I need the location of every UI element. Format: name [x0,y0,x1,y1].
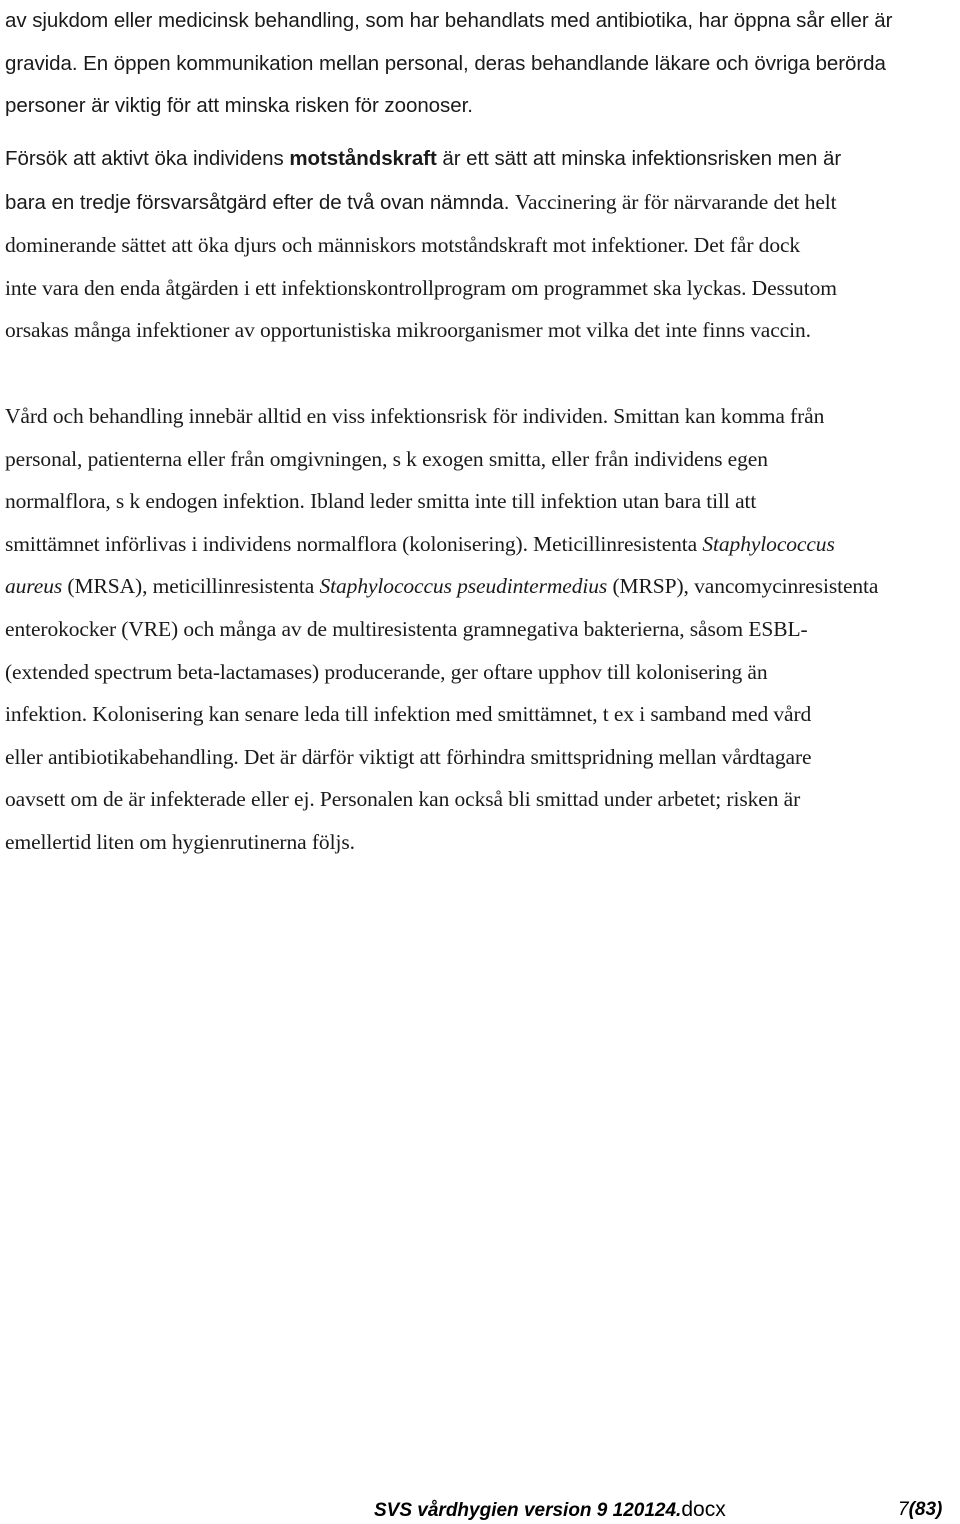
text-line: inte vara den enda åtgärden i ett infektionskontrollprogram om programmet ska lyckas. Dessutom [5,275,837,300]
text-line: emellertid liten om hygienrutinerna följs. [5,829,355,854]
text-run: Vaccinering är för närvarande det helt [515,189,837,214]
footer-document-name [374,1497,726,1523]
text-line: (extended spectrum beta-lactamases) producerande, ger oftare upphov till kolonisering än [5,659,768,684]
footer-page-number [898,1497,942,1523]
bold-term: motståndskraft [289,147,437,170]
text-line: personal, patienterna eller från omgivningen, s k exogen smitta, eller från individens egen [5,446,768,471]
species-name: aureus [5,574,63,599]
text-run: smittämnet införlivas i individens normalflora (kolonisering). Meticillinresistenta [5,531,703,556]
text-line: orsakas många infektioner av opportunistiska mikroorganismer mot vilka det inte finns vaccin. [5,318,811,343]
footer-doc-name: SVS vårdhygien version 9 120124. [374,1500,682,1521]
text-line: personer är viktig för att minska risken för zoonoser. [5,94,473,117]
text-line: normalflora, s k endogen infektion. Ibland leder smitta inte till infektion utan bara till att [5,489,757,514]
text-line [5,181,957,225]
text-line [5,565,957,608]
paragraph-zoonoses [5,0,957,128]
page-current: 7 [898,1499,909,1520]
text-run: (MRSP), vancomycinresistenta [607,574,879,599]
text-line: dominerande sättet att öka djurs och människors motståndskraft mot infektioner. Det får dock [5,233,801,258]
species-name: Staphylococcus pseudintermedius [319,574,608,599]
paragraph-resistance [5,138,957,352]
text-line: av sjukdom eller medicinsk behandling, som har behandlats med antibiotika, har öppna sår eller är [5,9,893,32]
text-line [5,138,957,181]
paragraph-care-infection-risk [5,395,957,864]
text-line: eller antibiotikabehandling. Det är därför viktigt att förhindra smittspridning mellan vårdtagare [5,744,812,769]
species-name: Staphylococcus [702,531,835,556]
text-line: infektion. Kolonisering kan senare leda till infektion med smittämnet, t ex i samband med vård [5,702,812,727]
page-total: (83) [908,1499,943,1520]
text-line: enterokocker (VRE) och många av de multiresistenta gramnegativa bakterierna, såsom ESBL- [5,616,808,641]
text-line: Vård och behandling innebär alltid en viss infektionsrisk för individen. Smittan kan komma från [5,404,825,428]
footer-doc-extension: docx [681,1498,726,1521]
text-run: är ett sätt att minska infektionsrisken men är [436,147,842,170]
text-run: Försök att aktivt öka individens [5,147,290,170]
text-line: oavsett om de är infekterade eller ej. Personalen kan också bli smittad under arbetet; risken är [5,787,801,812]
text-run: bara en tredje försvarsåtgärd efter de två ovan nämnda. [5,190,516,214]
text-run: (MRSA), meticillinresistenta [62,574,320,599]
text-line: gravida. En öppen kommunikation mellan personal, deras behandlande läkare och övriga berörda [5,51,886,75]
text-line [5,523,957,566]
